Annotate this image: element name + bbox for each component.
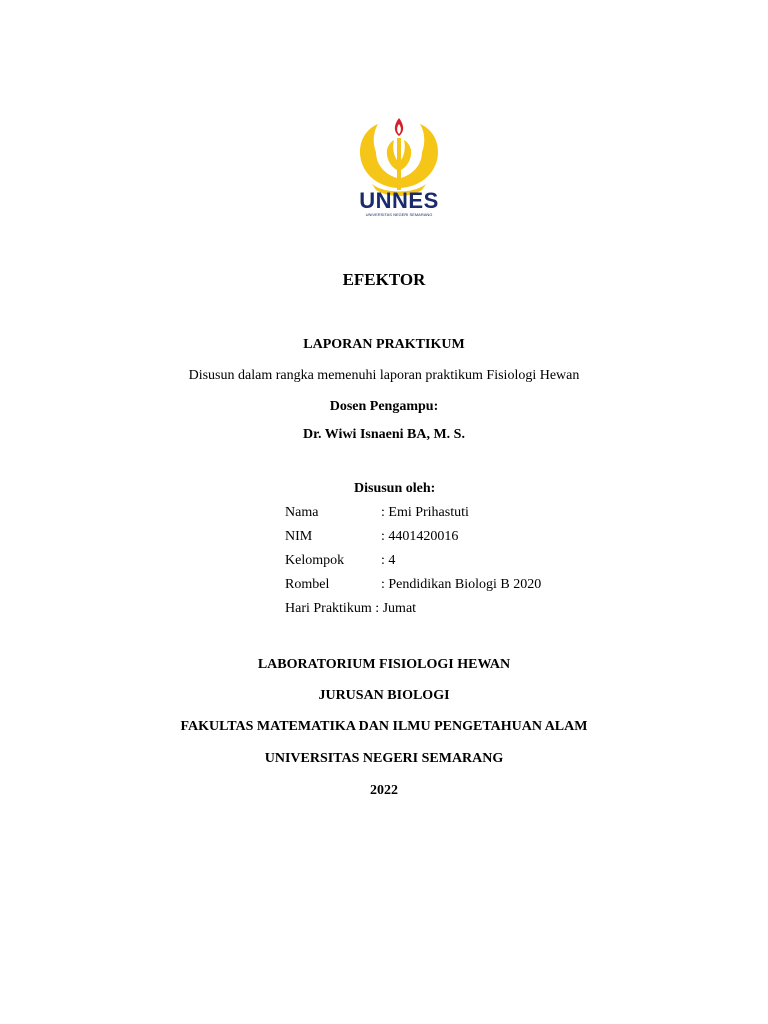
field-value: : 4 bbox=[381, 553, 396, 568]
field-value: : Emi Prihastuti bbox=[381, 505, 469, 520]
faculty-name: FAKULTAS MATEMATIKA DAN ILMU PENGETAHUAN ALAM bbox=[180, 719, 588, 734]
report-year: 2022 bbox=[370, 783, 398, 798]
lab-name: LABORATORIUM FISIOLOGI HEWAN bbox=[257, 657, 511, 672]
author-field-hari-praktikum bbox=[285, 601, 416, 617]
logo-tagline: UNIVERSITAS NEGERI SEMARANG bbox=[365, 212, 433, 217]
field-label: Hari Praktikum bbox=[285, 601, 372, 616]
lecturer-name: Dr. Wiwi Isnaeni BA, M. S. bbox=[303, 427, 465, 442]
field-value: : 4401420016 bbox=[381, 529, 459, 544]
lecturer-heading: Dosen Pengampu: bbox=[329, 399, 439, 414]
field-label: Nama bbox=[285, 505, 319, 520]
report-type: LAPORAN PRAKTIKUM bbox=[303, 337, 465, 352]
field-value: : Pendidikan Biologi B 2020 bbox=[381, 577, 542, 592]
field-value: : Jumat bbox=[375, 601, 417, 616]
field-label: Rombel bbox=[285, 577, 330, 592]
field-label: Kelompok bbox=[285, 553, 345, 568]
field-label: NIM bbox=[285, 529, 313, 544]
department-name: JURUSAN BIOLOGI bbox=[318, 688, 450, 703]
document-title: EFEKTOR bbox=[342, 270, 426, 289]
unnes-logo bbox=[354, 108, 444, 220]
logo-wordmark: UNNES bbox=[359, 188, 439, 213]
author-heading: Disusun oleh: bbox=[354, 481, 436, 496]
report-purpose: Disusun dalam rangka memenuhi laporan praktikum Fisiologi Hewan bbox=[188, 368, 580, 383]
university-name: UNIVERSITAS NEGERI SEMARANG bbox=[264, 751, 504, 766]
